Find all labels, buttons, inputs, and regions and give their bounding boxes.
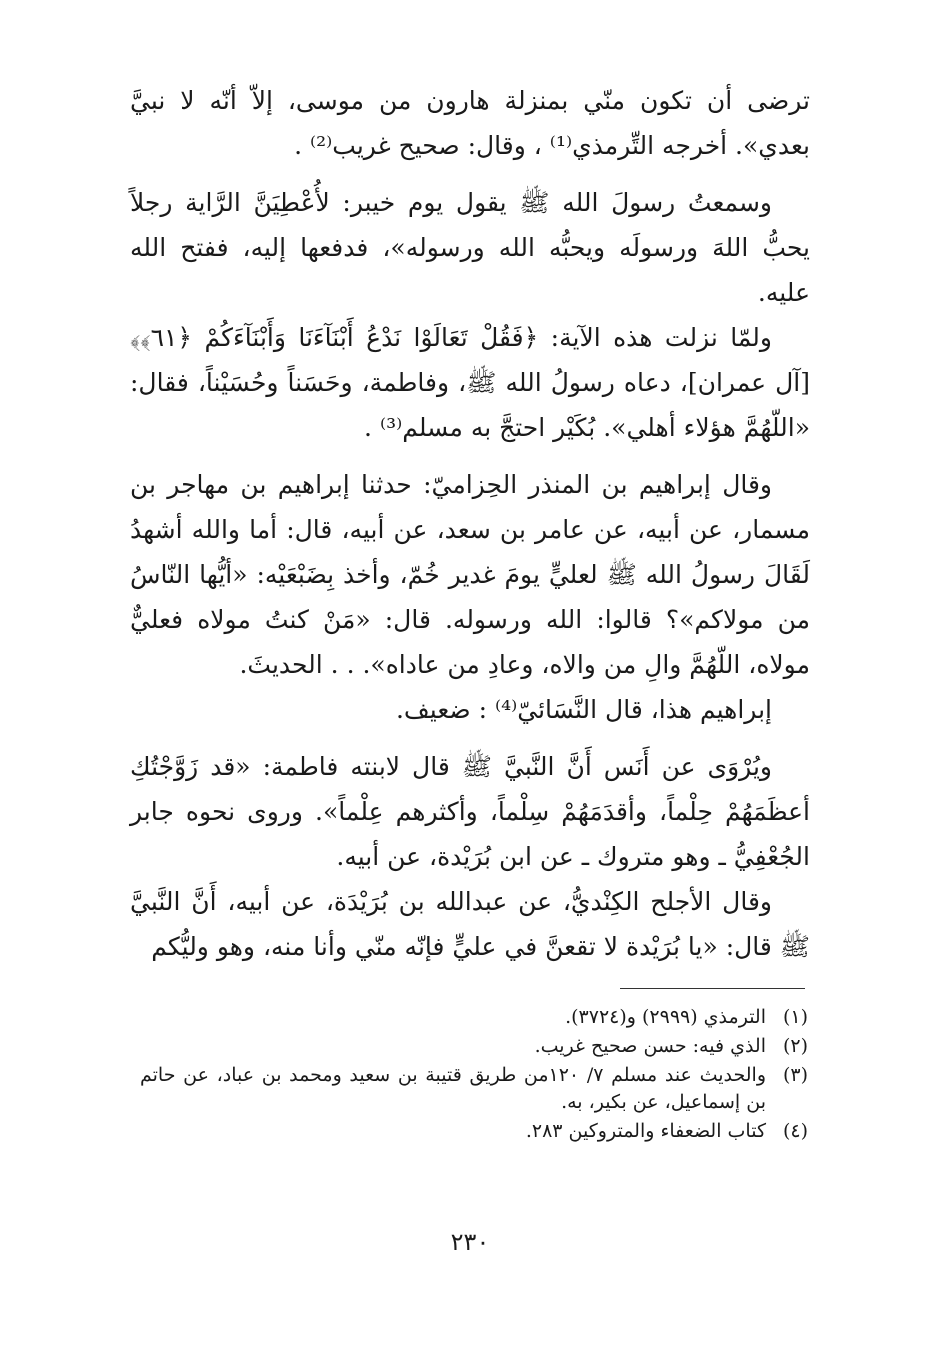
footnote-marker: (١) <box>782 1006 808 1028</box>
paragraph-7: وقال الأجلح الكِنْديُّ، عن عبدالله بن بُرَيْدَة، عن أبيه، أَنَّ النَّبيَّ ﷺ قال: «يا بُرَيْدة لا تقعنَّ في عليٍّ فإنّه منّي وأنا منه، وهو وليُّكم <box>130 887 810 961</box>
footnote-divider <box>620 988 805 989</box>
page-number: ٢٣٠ <box>450 1228 490 1256</box>
footnote-marker: (٤) <box>782 1120 808 1142</box>
footnote-text: الذي فيه: حسن صحيح غريب. <box>534 1035 766 1057</box>
footnote-3 <box>140 1062 808 1116</box>
page-body <box>130 78 810 969</box>
paragraph-2: وسمعتُ رسولَ الله ﷺ يقول يوم خيبر: لأُعْطِيَنَّ الرَّاية رجلاً يحبُّ اللهَ ورسولَه ويحبُّه الله ورسوله»، فدفعها إليه، ففتح الله عليه. <box>130 188 810 307</box>
paragraph-6: ويُرْوَى عن أَنَس أَنَّ النَّبيَّ ﷺ قال لابنته فاطمة: «قد زَوَّجْتُكِ أعظَمَهُمْ حِلْماً، وأقدَمَهُمْ سِلْماً، وأكثرهم عِلْماً». وروى نحوه جابر الجُعْفِيُّ ـ وهو متروك ـ عن ابن بُرَيْدة، عن أبيه. <box>130 752 810 871</box>
footnotes <box>140 1004 808 1147</box>
footnote-text: كتاب الضعفاء والمتروكين ٢٨٣. <box>525 1120 766 1142</box>
footnote-marker: (٣) <box>782 1064 808 1086</box>
paragraph-1: ترضى أن تكون منّي بمنزلة هارون من موسى، إلاّ أنّه لا نبيَّ بعدي». أخرجه التِّرمذي⁽¹⁾ ، وقال: صحيح غريب⁽²⁾ . <box>130 86 810 160</box>
footnote-1 <box>140 1004 808 1031</box>
footnote-marker: (٢) <box>782 1035 808 1057</box>
footnote-text: الترمذي (٢٩٩٩) و(٣٧٢٤). <box>565 1006 766 1028</box>
paragraph-3: ولمّا نزلت هذه الآية: ﴿فَقُلْ تَعَالَوْا نَدْعُ أَبْنَآءَنَا وَأَبْنَآءَكُمْ ﴿٦١﴾﴾ [آل عمران]، دعاه رسولُ الله ﷺ، وفاطمة، وحَسَناً وحُسَيْناً، فقال: «اللّهُمَّ هؤلاء أهلي». بُكَيْر احتجَّ به مسلم⁽³⁾ . <box>130 323 810 442</box>
footnote-4 <box>140 1118 808 1145</box>
footnote-text: والحديث عند مسلم ٧/ ١٢٠من طريق قتيبة بن سعيد ومحمد بن عباد، عن حاتم بن إسماعيل، عن بكير، به. <box>140 1064 766 1113</box>
main-text <box>130 78 810 969</box>
paragraph-5: إبراهيم هذا، قال النَّسَائيّ⁽⁴⁾ : ضعيف. <box>395 695 772 724</box>
paragraph-4: وقال إبراهيم بن المنذر الحِزاميّ: حدثنا إبراهيم بن مهاجر بن مسمار، عن أبيه، عن عامر بن سعد، عن أبيه، قال: أما والله أشهدُ لَقَالَ رسولُ الله ﷺ لعليٍّ يومَ غدير خُمّ، وأخذ بِضَبْعَيْه: «أيُّها النّاسُ من مولاكم»؟ قالوا: الله ورسوله. قال: «مَنْ كنتُ مولاه فعليٌّ مولاه، اللّهُمَّ والِ من والاه، وعادِ من عاداه». . . الحديثَ. <box>130 470 810 679</box>
footnote-2 <box>140 1033 808 1060</box>
